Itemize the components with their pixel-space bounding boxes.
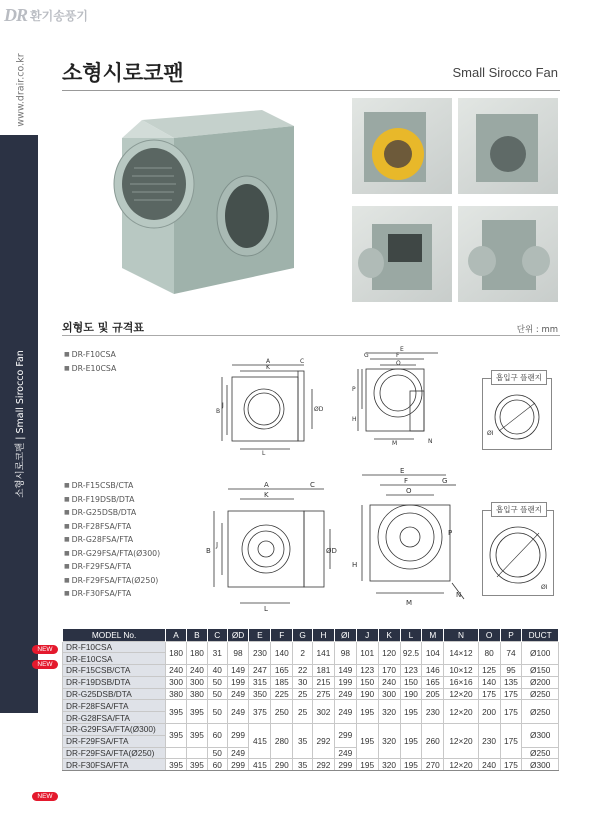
table-cell: 175 [478, 688, 500, 700]
table-cell: 249 [227, 700, 249, 724]
list-item: ■ DR-F29FSA/FTA [64, 560, 160, 574]
column-header: ØD [227, 629, 249, 641]
table-row [63, 676, 559, 688]
table-cell: 415 [249, 724, 271, 759]
table-cell: Ø150 [522, 665, 559, 677]
table-cell: 10×12 [444, 665, 478, 677]
table-cell: 415 [249, 759, 271, 771]
table-cell: 292 [313, 724, 335, 759]
dim-label: O [396, 360, 401, 367]
new-badge: NEW [32, 792, 58, 801]
table-cell: 12×20 [444, 700, 478, 724]
model-cell: DR-F29FSA/FTA [63, 735, 166, 747]
list-item: ■ DR-F19DSB/DTA [64, 493, 160, 507]
table-cell: 149 [227, 665, 249, 677]
table-cell: 195 [400, 700, 422, 724]
table-cell: 30 [293, 676, 313, 688]
table-cell: Ø200 [522, 676, 559, 688]
dim-label: N [428, 438, 433, 445]
dim-label: G [364, 352, 369, 359]
fan-illustration [62, 98, 346, 306]
table-cell: 247 [249, 665, 271, 677]
dim-label: B [216, 408, 221, 415]
table-cell: 195 [356, 759, 378, 771]
table-cell: 150 [400, 676, 422, 688]
dim-label: A [264, 481, 269, 489]
table-cell: 195 [400, 724, 422, 759]
table-cell: 275 [313, 688, 335, 700]
table-cell: 125 [478, 665, 500, 677]
page-subtitle: Small Sirocco Fan [452, 65, 558, 80]
product-photo-side [458, 98, 558, 194]
table-cell: 60 [207, 759, 227, 771]
column-header: M [422, 629, 444, 641]
flange-label: 흡입구 플랜지 [491, 502, 547, 517]
dim-label: ØD [314, 406, 324, 413]
table-cell: 375 [249, 700, 271, 724]
table-cell: 395 [166, 759, 187, 771]
column-header: G [293, 629, 313, 641]
model-list-group2 [64, 479, 160, 601]
column-header: H [313, 629, 335, 641]
list-item: ■ DR-F29FSA/FTA(Ø250) [64, 574, 160, 588]
table-cell: 22 [293, 665, 313, 677]
table-cell: 249 [334, 700, 356, 724]
table-cell: 175 [500, 759, 522, 771]
column-header: K [378, 629, 400, 641]
model-cell: DR-G25DSB/DTA [63, 688, 166, 700]
spec-table [62, 629, 559, 771]
table-cell: 50 [207, 747, 227, 759]
table-cell: 175 [500, 700, 522, 724]
table-row [63, 759, 559, 771]
table-cell: 165 [422, 676, 444, 688]
table-cell [166, 747, 187, 759]
main-product-photo [62, 98, 346, 306]
unit-label: 단위 : mm [516, 325, 558, 335]
model-cell: DR-G29FSA/FTA(Ø300) [63, 724, 166, 736]
drawing-front-large [190, 475, 340, 615]
table-cell: 185 [271, 676, 293, 688]
section-title: 외형도 및 규격표 [62, 321, 145, 334]
table-cell: 300 [378, 688, 400, 700]
model-cell: DR-F30FSA/FTA [63, 759, 166, 771]
table-cell [186, 747, 207, 759]
product-photo-front [352, 98, 452, 194]
table-cell: 14×12 [444, 641, 478, 665]
table-cell: 12×20 [444, 724, 478, 759]
website-url: www.drair.co.kr [15, 53, 27, 127]
table-cell: 205 [422, 688, 444, 700]
product-photo-back [458, 206, 558, 302]
table-cell: 195 [400, 759, 422, 771]
table-row [63, 688, 559, 700]
dim-label: K [264, 491, 269, 499]
table-cell: 120 [378, 641, 400, 665]
table-cell: 123 [400, 665, 422, 677]
table-cell: Ø300 [522, 759, 559, 771]
table-cell: 320 [378, 759, 400, 771]
table-cell: 181 [313, 665, 335, 677]
column-header: B [186, 629, 207, 641]
table-cell: 299 [227, 759, 249, 771]
table-cell: 98 [334, 641, 356, 665]
table-cell: 12×20 [444, 759, 478, 771]
table-cell: 240 [378, 676, 400, 688]
table-cell: 149 [334, 665, 356, 677]
dim-label: N [456, 591, 462, 599]
table-cell: 240 [478, 759, 500, 771]
column-header: J [356, 629, 378, 641]
table-cell: 292 [313, 759, 335, 771]
table-cell: 199 [227, 676, 249, 688]
table-cell: 35 [293, 724, 313, 759]
page-title: 소형시로코팬 [62, 61, 184, 85]
table-cell: 290 [271, 759, 293, 771]
table-row [63, 700, 559, 712]
table-cell: 74 [500, 641, 522, 665]
table-cell: 280 [271, 724, 293, 759]
dim-label: J [222, 402, 224, 409]
list-item: ■ DR-F28FSA/FTA [64, 520, 160, 534]
table-cell: 101 [356, 641, 378, 665]
table-cell: 104 [422, 641, 444, 665]
brand-name: 환기송풍기 [30, 9, 88, 23]
table-cell: 95 [500, 665, 522, 677]
table-row [63, 665, 559, 677]
table-cell: 215 [313, 676, 335, 688]
table-cell: 195 [356, 724, 378, 759]
dim-label: H [352, 416, 357, 423]
dim-label: E [400, 467, 405, 475]
drawing-side-small [340, 345, 440, 455]
table-cell: 299 [334, 724, 356, 748]
model-cell: DR-F19DSB/DTA [63, 676, 166, 688]
table-cell: 25 [293, 688, 313, 700]
new-badge: NEW [32, 660, 58, 669]
table-cell: 165 [271, 665, 293, 677]
table-cell: 123 [356, 665, 378, 677]
table-cell: Ø250 [522, 747, 559, 759]
table-cell: 299 [227, 724, 249, 748]
brand-logo [4, 5, 88, 26]
column-header: ØI [334, 629, 356, 641]
table-cell: 180 [186, 641, 207, 665]
column-header: L [400, 629, 422, 641]
dim-label: K [266, 364, 270, 371]
section-divider [62, 335, 560, 336]
dim-label: J [216, 541, 219, 549]
dim-label: H [352, 561, 358, 569]
list-item: ■ DR-F15CSB/CTA [64, 479, 160, 493]
table-cell: 249 [227, 747, 249, 759]
flange-box-small [482, 373, 552, 450]
model-cell: DR-F28FSA/FTA [63, 700, 166, 712]
drawing-side-large [340, 465, 470, 615]
logo-mark: DR [4, 5, 28, 25]
column-header: O [478, 629, 500, 641]
table-cell: 12×20 [444, 688, 478, 700]
column-header: DUCT [522, 629, 559, 641]
dim-label: F [396, 352, 400, 359]
table-cell: 135 [500, 676, 522, 688]
dim-label: E [400, 346, 404, 353]
model-cell: DR-F29FSA/FTA(Ø250) [63, 747, 166, 759]
table-cell: Ø300 [522, 724, 559, 748]
table-cell: 170 [378, 665, 400, 677]
dim-label: F [404, 477, 409, 485]
table-cell: 140 [271, 641, 293, 665]
table-cell: 98 [227, 641, 249, 665]
table-cell: 302 [313, 700, 335, 724]
dim-label: L [264, 605, 268, 613]
table-cell: 230 [249, 641, 271, 665]
table-cell: 240 [186, 665, 207, 677]
table-cell: 225 [271, 688, 293, 700]
table-cell: 175 [500, 688, 522, 700]
table-cell: 300 [166, 676, 187, 688]
table-cell: 350 [249, 688, 271, 700]
title-divider [62, 90, 560, 91]
table-cell: 240 [166, 665, 187, 677]
table-cell: 146 [422, 665, 444, 677]
table-cell: 395 [186, 759, 207, 771]
table-cell: 260 [422, 724, 444, 759]
table-cell: 395 [186, 724, 207, 748]
table-cell: 60 [207, 724, 227, 748]
table-row [63, 724, 559, 736]
table-header-row [63, 629, 559, 641]
side-tab: 소형시로코팬 | Small Sirocco Fan [0, 135, 38, 713]
dim-label: O [406, 487, 412, 495]
table-cell: 180 [166, 641, 187, 665]
column-header: E [249, 629, 271, 641]
flange-box-large [482, 505, 554, 596]
table-cell: 50 [207, 700, 227, 724]
table-cell: 92.5 [400, 641, 422, 665]
flange-drawing [483, 511, 553, 595]
table-cell: 200 [478, 700, 500, 724]
dim-label: G [442, 477, 448, 485]
table-cell: 195 [356, 700, 378, 724]
table-cell: 300 [186, 676, 207, 688]
column-header: N [444, 629, 478, 641]
column-header: C [207, 629, 227, 641]
table-cell: Ø250 [522, 688, 559, 700]
dim-label: P [352, 386, 356, 393]
table-cell: 299 [334, 759, 356, 771]
model-list-group1 [64, 348, 116, 375]
dim-label: ØI [541, 584, 548, 591]
table-cell: 50 [207, 688, 227, 700]
model-cell: DR-F10CSA [63, 641, 166, 653]
table-cell: 230 [478, 724, 500, 759]
table-cell: 190 [400, 688, 422, 700]
table-cell: 199 [334, 676, 356, 688]
table-cell: 395 [166, 700, 187, 724]
new-badge: NEW [32, 645, 58, 654]
product-photo-outlet [352, 206, 452, 302]
dim-label: M [406, 599, 413, 607]
table-cell: 395 [166, 724, 187, 748]
table-cell: 380 [166, 688, 187, 700]
model-cell: DR-E10CSA [63, 653, 166, 665]
table-cell: 31 [207, 641, 227, 665]
dim-label: C [310, 481, 315, 489]
table-cell: 40 [207, 665, 227, 677]
table-cell: 140 [478, 676, 500, 688]
table-cell: 249 [334, 688, 356, 700]
flange-label: 흡입구 플랜지 [491, 370, 547, 385]
table-cell: 80 [478, 641, 500, 665]
list-item: ■ DR-G28FSA/FTA [64, 533, 160, 547]
dim-label: ØI [487, 430, 494, 437]
flange-drawing [483, 379, 551, 449]
table-cell: 395 [186, 700, 207, 724]
dim-label: ØD [326, 547, 337, 555]
table-cell: 190 [356, 688, 378, 700]
drawing-front-small [200, 355, 330, 455]
table-cell: 2 [293, 641, 313, 665]
table-cell: 380 [186, 688, 207, 700]
list-item: ■ DR-G29FSA/FTA(Ø300) [64, 547, 160, 561]
table-cell: 249 [227, 688, 249, 700]
table-cell: 320 [378, 724, 400, 759]
list-item: ■ DR-G25DSB/DTA [64, 506, 160, 520]
table-cell: 250 [271, 700, 293, 724]
table-cell: 270 [422, 759, 444, 771]
table-cell: Ø250 [522, 700, 559, 724]
table-cell: 230 [422, 700, 444, 724]
table-cell: 150 [356, 676, 378, 688]
table-cell: 16×16 [444, 676, 478, 688]
column-header: P [500, 629, 522, 641]
dim-label: P [448, 529, 453, 537]
list-item: ■ DR-E10CSA [64, 362, 116, 376]
table-cell: 175 [500, 724, 522, 759]
table-cell: 141 [313, 641, 335, 665]
table-cell: 25 [293, 700, 313, 724]
column-header: MODEL No. [63, 629, 166, 641]
model-cell: DR-G28FSA/FTA [63, 712, 166, 724]
list-item: ■ DR-F30FSA/FTA [64, 587, 160, 601]
table-cell: 315 [249, 676, 271, 688]
table-cell: 35 [293, 759, 313, 771]
dim-label: B [206, 547, 211, 555]
dim-label: L [262, 450, 266, 455]
table-cell: 50 [207, 676, 227, 688]
model-cell: DR-F15CSB/CTA [63, 665, 166, 677]
dim-label: A [266, 358, 271, 365]
table-cell: Ø100 [522, 641, 559, 665]
table-row [63, 641, 559, 653]
column-header: A [166, 629, 187, 641]
table-cell: 249 [334, 747, 356, 759]
dim-label: M [392, 440, 398, 447]
table-cell: 320 [378, 700, 400, 724]
list-item: ■ DR-F10CSA [64, 348, 116, 362]
column-header: F [271, 629, 293, 641]
dim-label: C [300, 358, 305, 365]
